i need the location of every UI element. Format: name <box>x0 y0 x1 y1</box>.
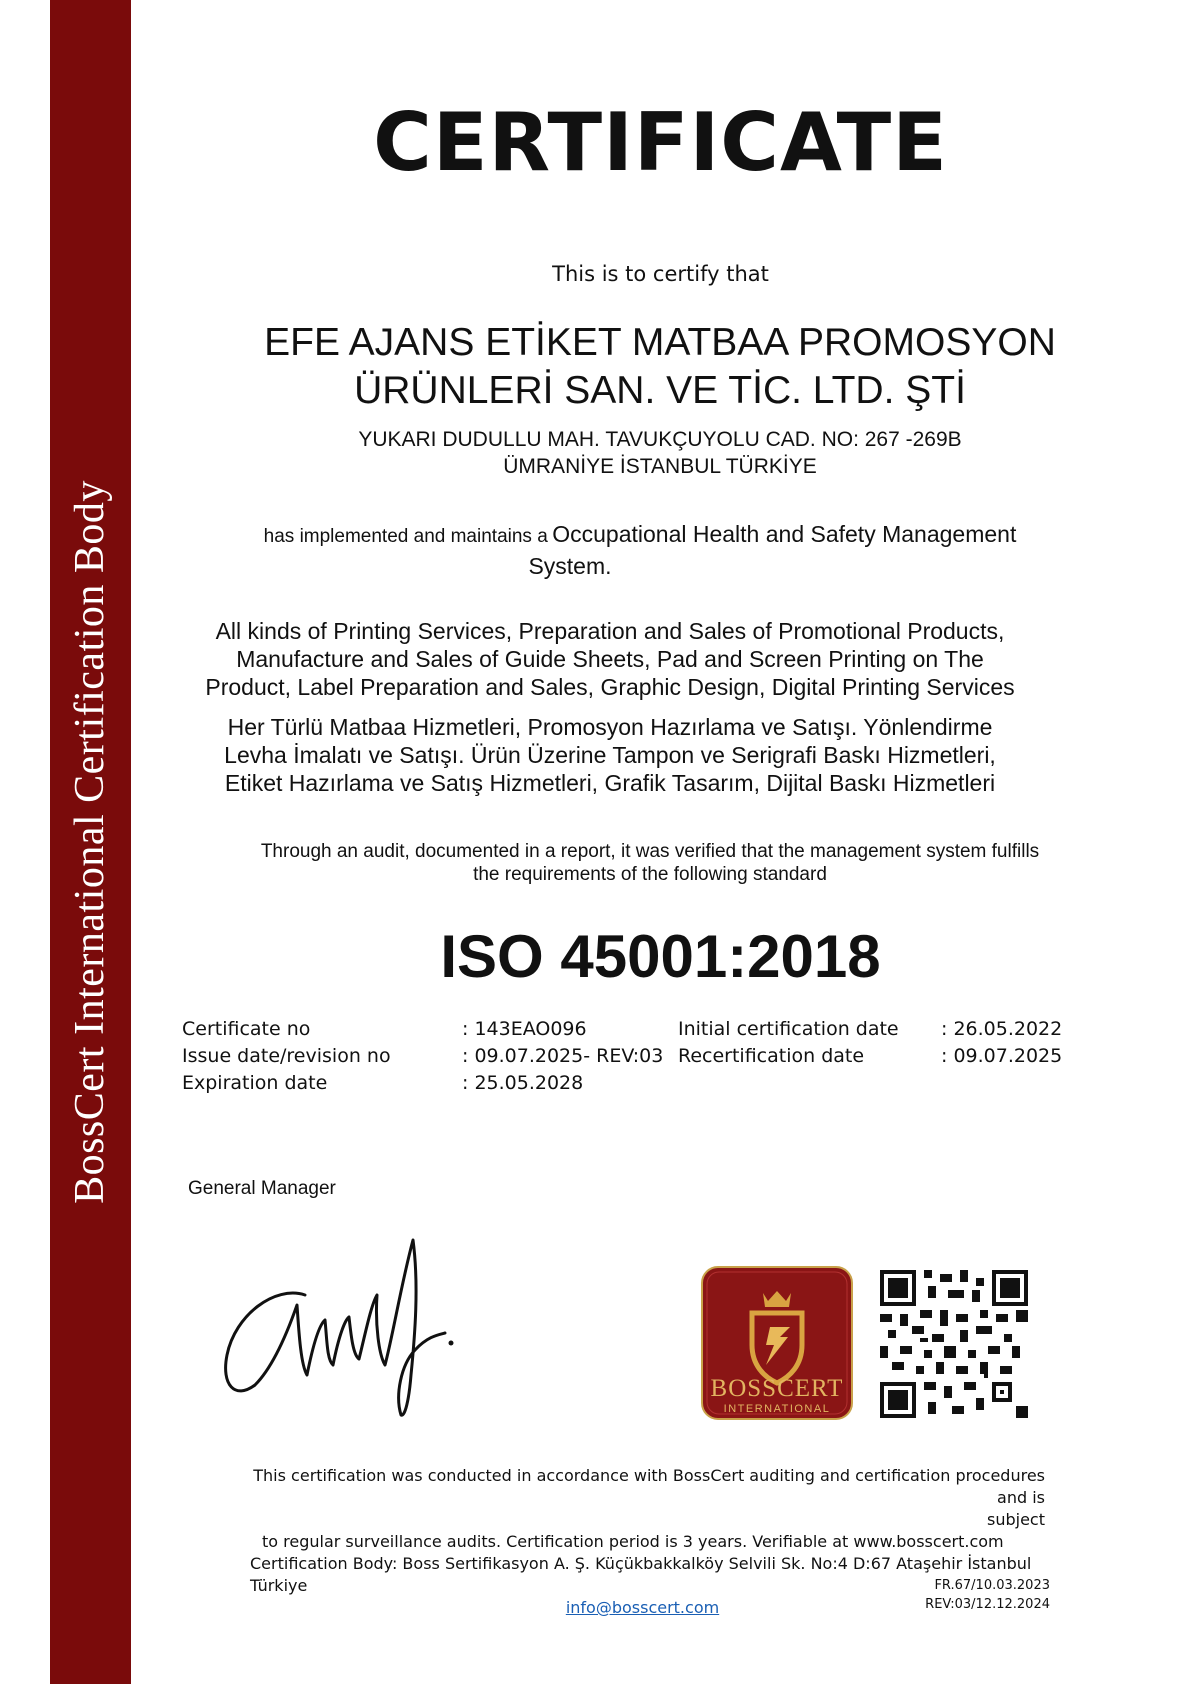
qr-code[interactable] <box>880 1270 1028 1418</box>
audit-line2: the requirements of the following standard <box>473 864 827 885</box>
signatory-title: General Manager <box>188 1178 336 1199</box>
company-name-line1: EFE AJANS ETİKET MATBAA PROMOSYON <box>264 321 1056 364</box>
expiration-date-value: : 25.05.2028 <box>462 1072 584 1094</box>
details-left-values <box>462 1016 663 1097</box>
details-right-values <box>941 1016 1062 1070</box>
logo-sub: INTERNATIONAL <box>723 1403 831 1415</box>
scope-english <box>160 617 1060 701</box>
scope-turkish <box>160 713 1060 797</box>
expiration-date-label: Expiration date <box>182 1072 328 1094</box>
docref-line2: REV:03/12.12.2024 <box>925 1597 1050 1612</box>
certificate-no-value: : 143EAO096 <box>462 1018 587 1040</box>
footer-line3: to regular surveillance audits. Certification period is 3 years. Verifiable at www.bosscert.com <box>262 1532 1004 1551</box>
scope-en-line2: Manufacture and Sales of Guide Sheets, Pad and Screen Printing on The <box>236 646 984 672</box>
recert-value: : 09.07.2025 <box>941 1045 1063 1067</box>
sidebar-vertical-text: BossCert International Certification Body <box>67 480 113 1204</box>
bosscert-logo <box>700 1265 854 1421</box>
iso-standard: ISO 45001:2018 <box>440 923 881 990</box>
scope-en-line1: All kinds of Printing Services, Preparation and Sales of Promotional Products, <box>215 618 1005 644</box>
logo-brand: BOSSCERT <box>710 1375 844 1402</box>
certificate-title: CERTIFICATE <box>373 96 948 189</box>
scope-en-line3: Product, Label Preparation and Sales, Graphic Design, Digital Printing Services <box>205 674 1015 700</box>
docref-line1: FR.67/10.03.2023 <box>934 1578 1050 1593</box>
implemented-statement <box>200 520 1080 580</box>
footer-line2: subject <box>987 1510 1045 1529</box>
details-left-labels <box>182 1016 391 1097</box>
issue-date-label: Issue date/revision no <box>182 1045 391 1067</box>
scope-tr-line2: Levha İmalatı ve Satışı. Ürün Üzerine Tampon ve Serigrafi Baskı Hizmetleri, <box>224 742 996 768</box>
company-address <box>180 426 1140 480</box>
management-system-name: Occupational Health and Safety Management <box>552 521 1017 547</box>
address-line2: ÜMRANİYE İSTANBUL TÜRKİYE <box>503 455 817 478</box>
implemented-prefix: has implemented and maintains a <box>263 526 548 547</box>
handwritten-signature <box>215 1225 475 1425</box>
details-right-labels <box>678 1016 899 1070</box>
initial-cert-value: : 26.05.2022 <box>941 1018 1063 1040</box>
company-name-line2: ÜRÜNLERİ SAN. VE TİC. LTD. ŞTİ <box>354 369 966 412</box>
footer-email-link[interactable]: info@bosscert.com <box>565 1598 720 1617</box>
scope-tr-line1: Her Türlü Matbaa Hizmetleri, Promosyon Hazırlama ve Satışı. Yönlendirme <box>227 714 993 740</box>
document-reference <box>925 1576 1050 1614</box>
issue-date-value: : 09.07.2025- REV:03 <box>462 1045 664 1067</box>
certificate-no-label: Certificate no <box>182 1018 311 1040</box>
scope-tr-line3: Etiket Hazırlama ve Satış Hizmetleri, Grafik Tasarım, Dijital Baskı Hizmetleri <box>224 770 996 796</box>
footer-line1: This certification was conducted in accordance with BossCert auditing and certification procedures and is <box>253 1466 1045 1507</box>
audit-statement <box>220 840 1080 886</box>
audit-line1: Through an audit, documented in a report, it was verified that the management system fulfills <box>260 841 1040 862</box>
certify-intro: This is to certify that <box>552 262 769 286</box>
company-name <box>180 319 1140 415</box>
recert-label: Recertification date <box>678 1045 865 1067</box>
management-system-name-line2: System. <box>528 553 612 579</box>
footer-line4: Certification Body: Boss Sertifikasyon A. Ş. Küçükbakkalköy Selvili Sk. No:4 D:67 Ataşehir İstanbul Türkiye <box>250 1554 1032 1595</box>
initial-cert-label: Initial certification date <box>678 1018 899 1040</box>
address-line1: YUKARI DUDULLU MAH. TAVUKÇUYOLU CAD. NO: 267 -269B <box>358 428 962 451</box>
